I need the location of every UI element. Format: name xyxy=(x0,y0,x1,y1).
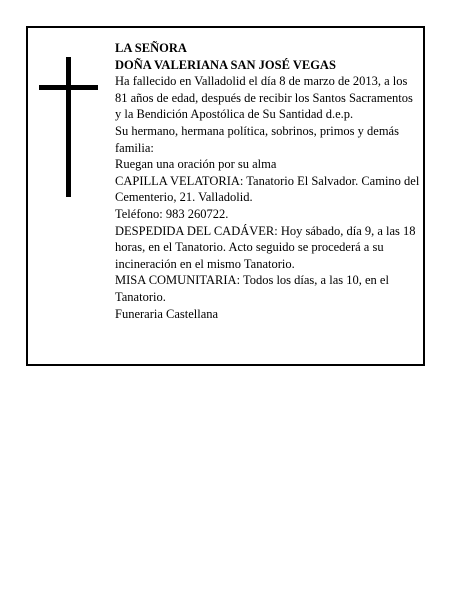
obituary-notice xyxy=(26,26,425,366)
deceased-name: DOÑA VALERIANA SAN JOSÉ VEGAS xyxy=(115,57,336,72)
funeral-home: Funeraria Castellana xyxy=(115,306,219,321)
prayer-line: Ruegan una oración por su alma xyxy=(115,157,277,172)
mass-info: MISA COMUNITARIA: Todos los días, a las 10, en el Tanatorio. xyxy=(115,273,389,304)
farewell-info: DESPEDIDA DEL CADÁVER: Hoy sábado, día 9, a las 18 horas, en el Tanatorio. Acto seguido se procederá a su incineración en el mismo Tanatorio. xyxy=(115,223,416,271)
death-info: Ha fallecido en Valladolid el día 8 de marzo de 2013, a los 81 años de edad, después de recibir los Santos Sacramentos y la Bendición Apostólica de Su Santidad d.e.p. xyxy=(115,74,413,122)
cross-horizontal-bar xyxy=(39,85,98,90)
cross-vertical-bar xyxy=(66,57,71,197)
phone-line: Teléfono: 983 260722. xyxy=(115,206,229,221)
family-line: Su hermano, hermana política, sobrinos, primos y demás familia: xyxy=(115,123,399,155)
heading-title: LA SEÑORA xyxy=(115,41,187,55)
chapel-info: CAPILLA VELATORIA: Tanatorio El Salvador. Camino del Cementerio, 21. Valladolid. xyxy=(115,173,420,205)
notice-text xyxy=(115,40,420,322)
